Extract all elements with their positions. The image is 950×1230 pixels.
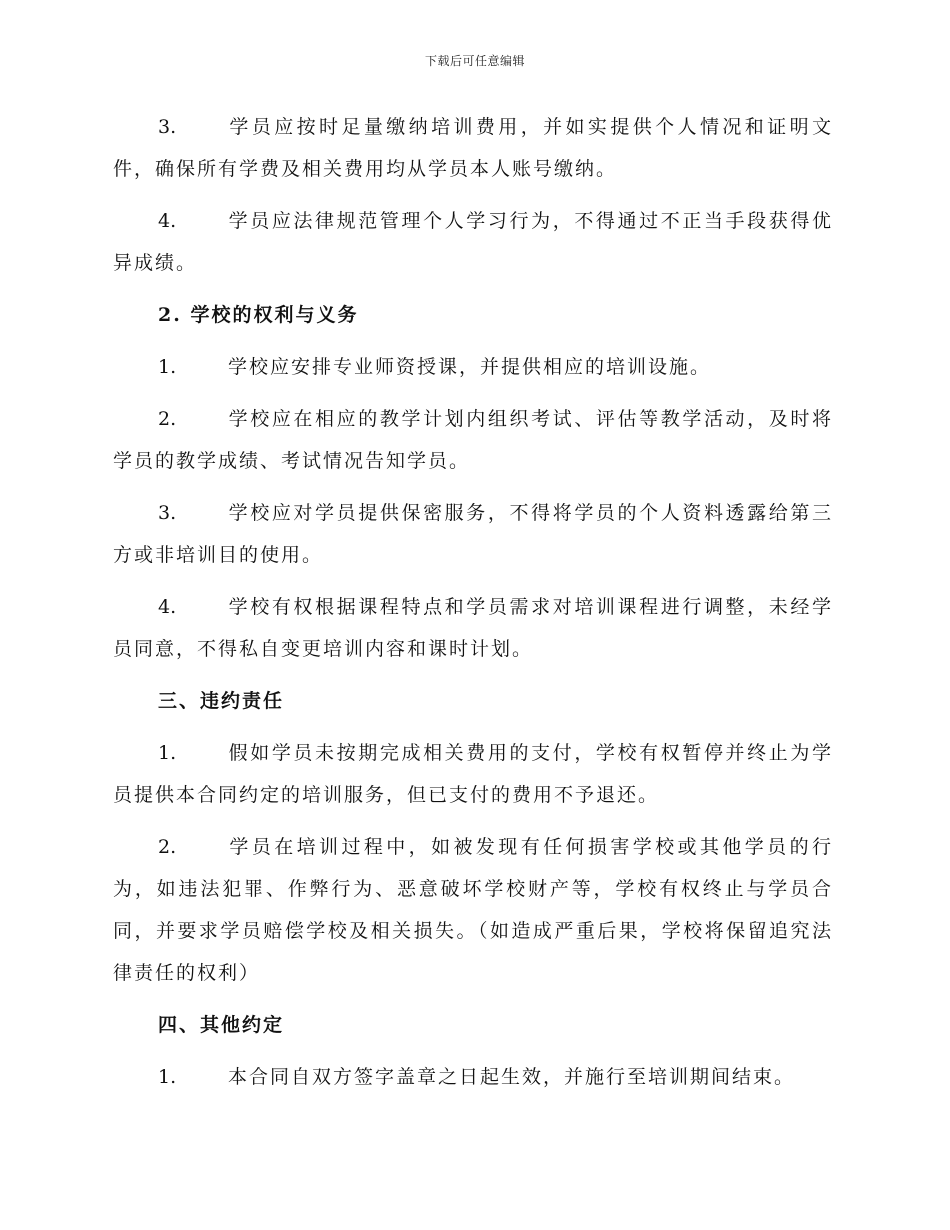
school-duty-3 (113, 492, 833, 576)
page-header: 下载后可任意编辑 (424, 54, 525, 68)
section-heading-other: 四、其他约定 (158, 1014, 285, 1036)
section-heading-breach: 三、违约责任 (158, 690, 285, 712)
item-number: 1. (158, 742, 177, 764)
breach-clause-2 (113, 826, 833, 994)
item-number: 1. (158, 1066, 177, 1088)
item-number: 3. (158, 502, 177, 524)
student-duty-3 (113, 106, 833, 190)
item-number: 3. (158, 116, 177, 138)
item-text: 学校应安排专业师资授课，并提供相应的培训设施。 (228, 356, 712, 378)
item-number: 2. (158, 836, 177, 858)
item-number: 4. (158, 596, 177, 618)
section-heading-school-rights: 2. 学校的权利与义务 (158, 304, 359, 326)
breach-clause-1 (113, 732, 833, 816)
item-text: 学员应法律规范管理个人学习行为，不得通过不正当手段获得优异成绩。 (113, 210, 833, 274)
item-text: 学校有权根据课程特点和学员需求对培训课程进行调整，未经学员同意，不得私自变更培训内容和课时计划。 (113, 596, 833, 660)
item-number: 1. (158, 356, 177, 378)
item-text: 本合同自双方签字盖章之日起生效，并施行至培训期间结束。 (228, 1066, 796, 1088)
item-number: 4. (158, 210, 177, 232)
student-duty-4 (113, 200, 833, 284)
school-duty-4 (113, 586, 833, 670)
school-duty-2 (113, 398, 833, 482)
item-number: 2. (158, 408, 177, 430)
other-clause-1 (113, 1056, 833, 1098)
item-text: 学员在培训过程中，如被发现有任何损害学校或其他学员的行为，如违法犯罪、作弊行为、恶意破坏学校财产等，学校有权终止与学员合同，并要求学员赔偿学校及相关损失。（如造成严重后果，学校将保留追究法律责任的权利） (113, 836, 833, 984)
item-text: 学校应对学员提供保密服务，不得将学员的个人资料透露给第三方或非培训目的使用。 (113, 502, 833, 566)
item-text: 学员应按时足量缴纳培训费用，并如实提供个人情况和证明文件，确保所有学费及相关费用均从学员本人账号缴纳。 (113, 116, 833, 180)
item-text: 假如学员未按期完成相关费用的支付，学校有权暂停并终止为学员提供本合同约定的培训服务，但已支付的费用不予退还。 (113, 742, 833, 806)
school-duty-1 (113, 346, 833, 388)
item-text: 学校应在相应的教学计划内组织考试、评估等教学活动，及时将学员的教学成绩、考试情况告知学员。 (113, 408, 833, 472)
